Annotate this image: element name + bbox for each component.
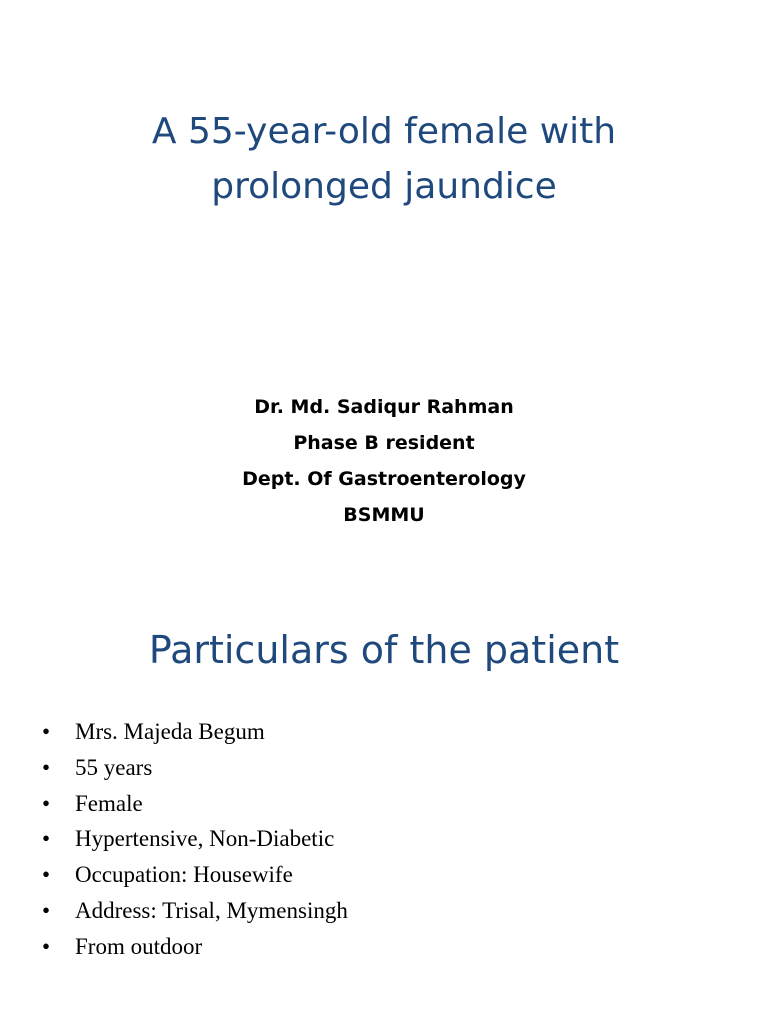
list-item — [40, 786, 348, 822]
list-item-text: Female — [75, 790, 143, 816]
author-position: Phase B resident — [293, 432, 475, 454]
bullet-icon: • — [42, 790, 51, 816]
list-item-text: Occupation: Housewife — [75, 862, 293, 888]
bullet-icon: • — [42, 754, 51, 780]
bullet-icon: • — [42, 897, 51, 923]
bullet-icon: • — [42, 826, 51, 852]
list-item — [40, 857, 348, 893]
author-name: Dr. Md. Sadiqur Rahman — [254, 396, 514, 418]
bullet-icon: • — [42, 719, 51, 744]
list-item-text: Address: Trisal, Mymensingh — [75, 897, 348, 923]
author-block — [0, 389, 768, 533]
list-item-text: 55 years — [75, 754, 153, 780]
slide-title — [0, 104, 768, 214]
list-item — [40, 821, 348, 857]
list-item — [40, 750, 348, 786]
slide-title-line-1: A 55-year-old female with — [151, 111, 617, 152]
list-item — [40, 714, 348, 750]
list-item-text: Hypertensive, Non-Diabetic — [75, 826, 335, 852]
list-item — [40, 929, 348, 965]
slide-title-line-2: prolonged jaundice — [211, 166, 557, 207]
author-institution: BSMMU — [343, 504, 425, 526]
patient-particulars-list — [40, 714, 348, 965]
list-item-text: From outdoor — [75, 933, 203, 959]
bullet-icon: • — [42, 933, 51, 959]
list-item — [40, 893, 348, 929]
author-department: Dept. Of Gastroenterology — [242, 468, 526, 490]
section-heading: Particulars of the patient — [148, 628, 620, 672]
bullet-icon: • — [42, 862, 51, 888]
list-item-text: Mrs. Majeda Begum — [75, 719, 265, 744]
